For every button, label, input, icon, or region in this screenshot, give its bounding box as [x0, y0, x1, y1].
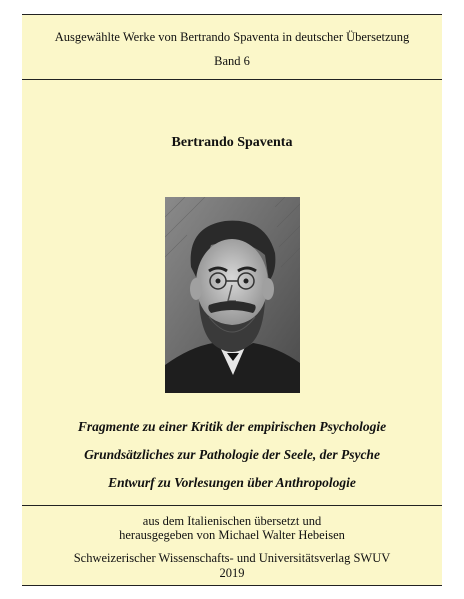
- author-name: Bertrando Spaventa: [171, 135, 293, 150]
- work-title-3: Entwurf zu Vorlesungen über Anthropologie: [108, 475, 356, 490]
- editor-line: herausgegeben von Michael Walter Hebeisen: [119, 528, 345, 542]
- header-rule: [22, 79, 442, 80]
- work-title-2: Grundsätzliches zur Pathologie der Seele, der Psyche: [84, 447, 380, 462]
- work-title-1: Fragmente zu einer Kritik der empirischen Psychologie: [77, 419, 387, 434]
- book-cover: [22, 14, 442, 586]
- series-title: Ausgewählte Werke von Bertrando Spaventa in deutscher Übersetzung: [54, 30, 410, 44]
- translation-note: aus dem Italienischen übersetzt und: [142, 514, 322, 528]
- volume-number: Band 6: [214, 54, 250, 68]
- footer-rule: [22, 505, 442, 506]
- portrait-illustration: [165, 197, 300, 393]
- publication-year: 2019: [219, 566, 245, 580]
- top-rule: [22, 14, 442, 15]
- publisher-name: Schweizerischer Wissenschafts- und Universitätsverlag SWUV: [73, 551, 391, 565]
- author-portrait: [165, 197, 300, 393]
- bottom-rule: [22, 585, 442, 586]
